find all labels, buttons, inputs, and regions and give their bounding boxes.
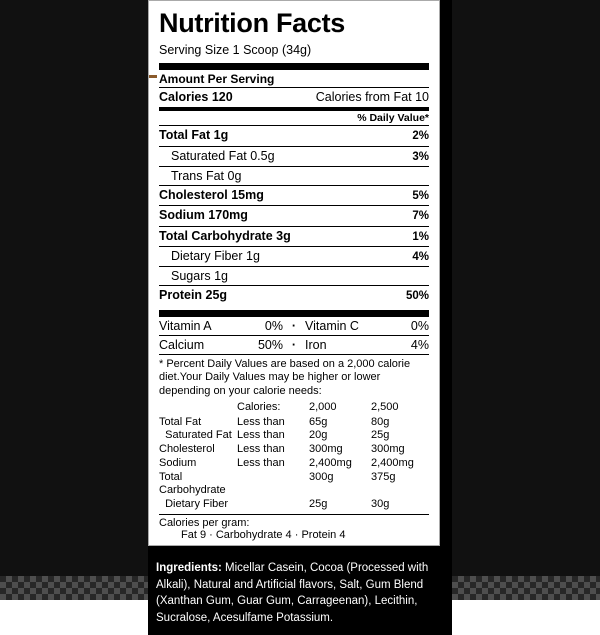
- vitamin-value: 50%: [257, 337, 283, 352]
- calories-row: [159, 88, 429, 107]
- table-row: [159, 498, 429, 512]
- table-cell: Less than: [237, 443, 285, 456]
- nutrient-row: [159, 227, 429, 246]
- table-cell: 2,500: [371, 400, 399, 413]
- divider-thick-top: [159, 63, 429, 70]
- nutrient-row: [159, 126, 429, 145]
- nutrient-dv: 50%: [405, 290, 429, 303]
- table-cell: Less than: [237, 429, 285, 442]
- daily-values-table: [159, 401, 429, 512]
- nutrient-name: Sugars 1g: [171, 269, 228, 284]
- right-checker-pattern: [452, 576, 600, 600]
- vitamin-cell-left: [159, 319, 283, 333]
- table-cell: Sodium: [159, 456, 197, 469]
- nutrient-dv: 3%: [412, 150, 429, 163]
- table-row: [159, 471, 429, 499]
- vitamin-name: Vitamin C: [305, 318, 359, 333]
- nutrient-row: [159, 206, 429, 225]
- vitamin-cell-left: [159, 338, 283, 352]
- page-title: Nutrition Facts: [159, 8, 346, 38]
- nutrient-name: Sodium 170mg: [159, 208, 248, 223]
- table-cell: 2,400mg: [309, 456, 352, 469]
- nutrient-name: Protein 25g: [159, 288, 228, 303]
- vitamin-separator: ·: [291, 318, 297, 333]
- table-cell: 2,400mg: [371, 456, 414, 469]
- table-cell: 20g: [309, 429, 328, 442]
- table-cell: 25g: [309, 498, 328, 511]
- vitamin-separator: ·: [291, 337, 297, 352]
- nutrient-row: [159, 267, 429, 285]
- table-cell: 375g: [371, 470, 396, 483]
- left-background-panel: [0, 0, 148, 600]
- amount-per-serving-label: Amount Per Serving: [159, 72, 275, 87]
- vitamin-cell-right: [305, 338, 429, 352]
- nutrient-row: [159, 167, 429, 185]
- vitamin-name: Vitamin A: [159, 318, 212, 333]
- calories-per-gram-label: Calories per gram:: [159, 516, 250, 529]
- table-cell: 300mg: [371, 443, 405, 456]
- vitamin-row: [159, 317, 429, 335]
- table-cell: Cholesterol: [159, 443, 215, 456]
- nutrient-row: [159, 147, 429, 166]
- table-cell: 25g: [371, 429, 390, 442]
- ingredients-block: [148, 554, 452, 635]
- table-row: [159, 457, 429, 471]
- right-background-panel: [452, 0, 600, 600]
- vitamin-value: 0%: [410, 318, 429, 333]
- calories-per-gram-values: Fat 9 · Carbohydrate 4 · Protein 4: [181, 528, 346, 541]
- daily-value-header: % Daily Value*: [357, 112, 429, 125]
- vitamin-cell-right: [305, 319, 429, 333]
- nutrient-dv: 2%: [412, 130, 429, 143]
- table-cell: Less than: [237, 456, 285, 469]
- daily-value-footnote: * Percent Daily Values are based on a 2,000 calorie diet.Your Daily Values may be higher or lower depending on your calorie needs:: [159, 357, 411, 398]
- nutrient-name: Total Fat 1g: [159, 128, 229, 143]
- table-cell: 300mg: [309, 443, 343, 456]
- table-cell: 80g: [371, 415, 390, 428]
- nutrient-name: Saturated Fat 0.5g: [171, 148, 275, 163]
- table-row: [159, 416, 429, 430]
- nutrient-name: Cholesterol 15mg: [159, 188, 264, 203]
- nutrient-name: Total Carbohydrate 3g: [159, 228, 291, 243]
- vitamin-name: Iron: [305, 337, 327, 352]
- table-cell: Saturated Fat: [159, 429, 232, 442]
- divider-thick-2: [159, 310, 429, 317]
- nutrient-dv: 1%: [412, 230, 429, 243]
- table-cell: 65g: [309, 415, 328, 428]
- table-cell: Total Carbohydrate: [159, 470, 226, 497]
- ingredients-heading: Ingredients:: [156, 562, 222, 574]
- nutrition-facts-panel: [148, 0, 440, 546]
- table-cell: Less than: [237, 415, 285, 428]
- table-cell: [237, 498, 309, 512]
- nutrient-dv: 7%: [412, 210, 429, 223]
- table-cell: [159, 401, 237, 416]
- serving-size: Serving Size 1 Scoop (34g): [159, 43, 312, 58]
- vitamin-row: [159, 336, 429, 354]
- nutrient-dv: 4%: [412, 250, 429, 263]
- nutrient-row: [159, 286, 429, 305]
- accent-stripe: [149, 75, 157, 78]
- table-cell: 2,000: [309, 400, 337, 413]
- vitamin-value: 4%: [410, 337, 429, 352]
- table-cell: Total Fat: [159, 415, 202, 428]
- table-cell: 300g: [309, 470, 334, 483]
- vitamin-name: Calcium: [159, 337, 205, 352]
- table-cell: 30g: [371, 498, 390, 511]
- nutrient-row: [159, 247, 429, 266]
- nutrient-name: Trans Fat 0g: [171, 168, 242, 183]
- table-row: [159, 443, 429, 457]
- left-checker-pattern: [0, 576, 148, 600]
- label-center-column: [148, 0, 452, 625]
- table-cell: Dietary Fiber: [159, 498, 229, 511]
- table-cell: Calories:: [237, 400, 281, 413]
- table-cell: [237, 471, 309, 499]
- ingredients-text: Micellar Casein, Cocoa (Processed with Alkali), Natural and Artificial flavors, Salt, Gum Blend (Xanthan Gum, Guar Gum, Carrageenan), Lecithin, Sucralose, Acesulfame Potassium.: [156, 562, 429, 625]
- vitamin-value: 0%: [264, 318, 283, 333]
- nutrient-name: Dietary Fiber 1g: [171, 248, 260, 263]
- calories-label: Calories 120: [159, 90, 233, 105]
- table-row: [159, 429, 429, 443]
- table-header-row: [159, 401, 429, 416]
- nutrient-row: [159, 186, 429, 205]
- nutrient-dv: 5%: [412, 190, 429, 203]
- calories-from-fat: Calories from Fat 10: [315, 90, 429, 105]
